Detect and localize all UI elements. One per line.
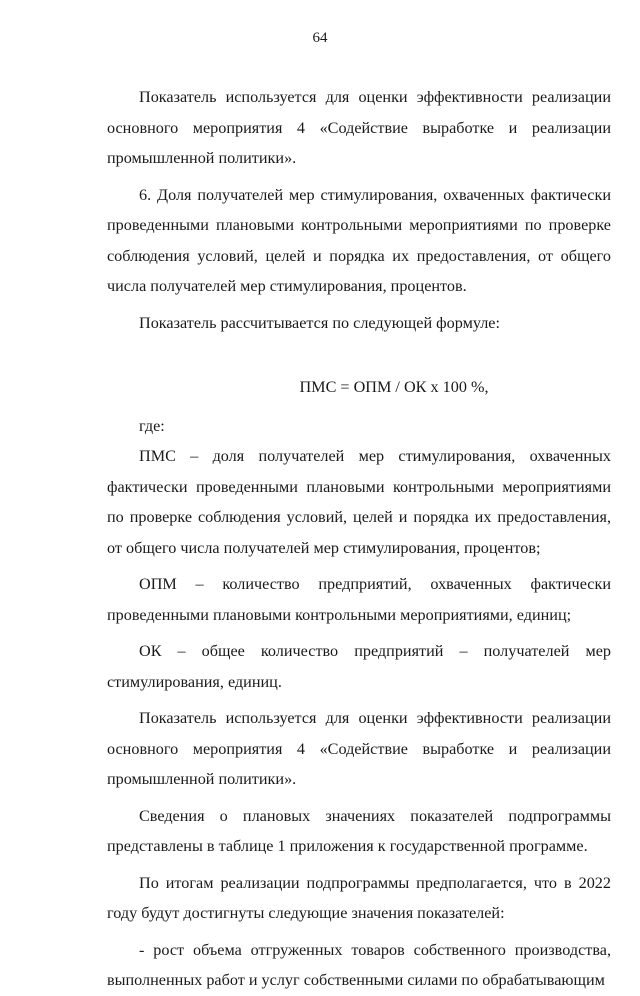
paragraph-pms-definition: ПМС – доля получателей мер стимулирования, охваченных фактически проведенными плановыми контрольными мероприятиями по проверке соблюдения условий, целей и порядка их предоставления, от общего числа получателей мер стимулирования, процентов;: [107, 447, 611, 557]
page-number: 64: [312, 30, 328, 46]
paragraph-opm-definition-line1: ОПМ – количество предприятий, охваченных фактически: [139, 575, 611, 593]
paragraph-planned-values: Сведения о плановых значениях показателей подпрограммы представлены в таблице 1 приложения к государственной программе.: [107, 806, 611, 855]
paragraph-ok-definition-line1: ОК – общее количество предприятий – получателей мер: [139, 642, 611, 660]
paragraph-formula-intro: Показатель рассчитывается по следующей формуле:: [139, 313, 500, 332]
paragraph-results-2022: По итогам реализации подпрограммы предполагается, что в 2022 году будут достигнуты следующие значения показателей:: [107, 873, 611, 922]
paragraph-ok-definition-line2: стимулирования, единиц.: [107, 672, 282, 691]
paragraph-indicator-usage: Показатель используется для оценки эффективности реализации основного мероприятия 4 «Содействие выработке и реализации промышленной политики».: [107, 88, 611, 167]
paragraph-indicator-usage-2: Показатель используется для оценки эффективности реализации основного мероприятия 4 «Содействие выработке и реализации промышленной политики».: [107, 709, 611, 788]
paragraph-growth-item: - рост объема отгруженных товаров собственного производства, выполненных работ и услуг собственными силами по обрабатывающим: [107, 940, 611, 989]
paragraph-indicator-6-title: 6. Доля получателей мер стимулирования, охваченных фактически проведенными плановыми контрольными мероприятиями по проверке соблюдения условий, целей и порядка их предоставления, от общего числа получателей мер стимулирования, процентов.: [107, 185, 611, 295]
formula-where-label: где:: [139, 416, 165, 435]
paragraph-opm-definition-line2: проведенными плановыми контрольными мероприятиями, единиц;: [107, 605, 572, 624]
formula: ПМС = ОПМ / ОК х 100 %,: [299, 378, 489, 396]
document-body: [107, 82, 611, 996]
